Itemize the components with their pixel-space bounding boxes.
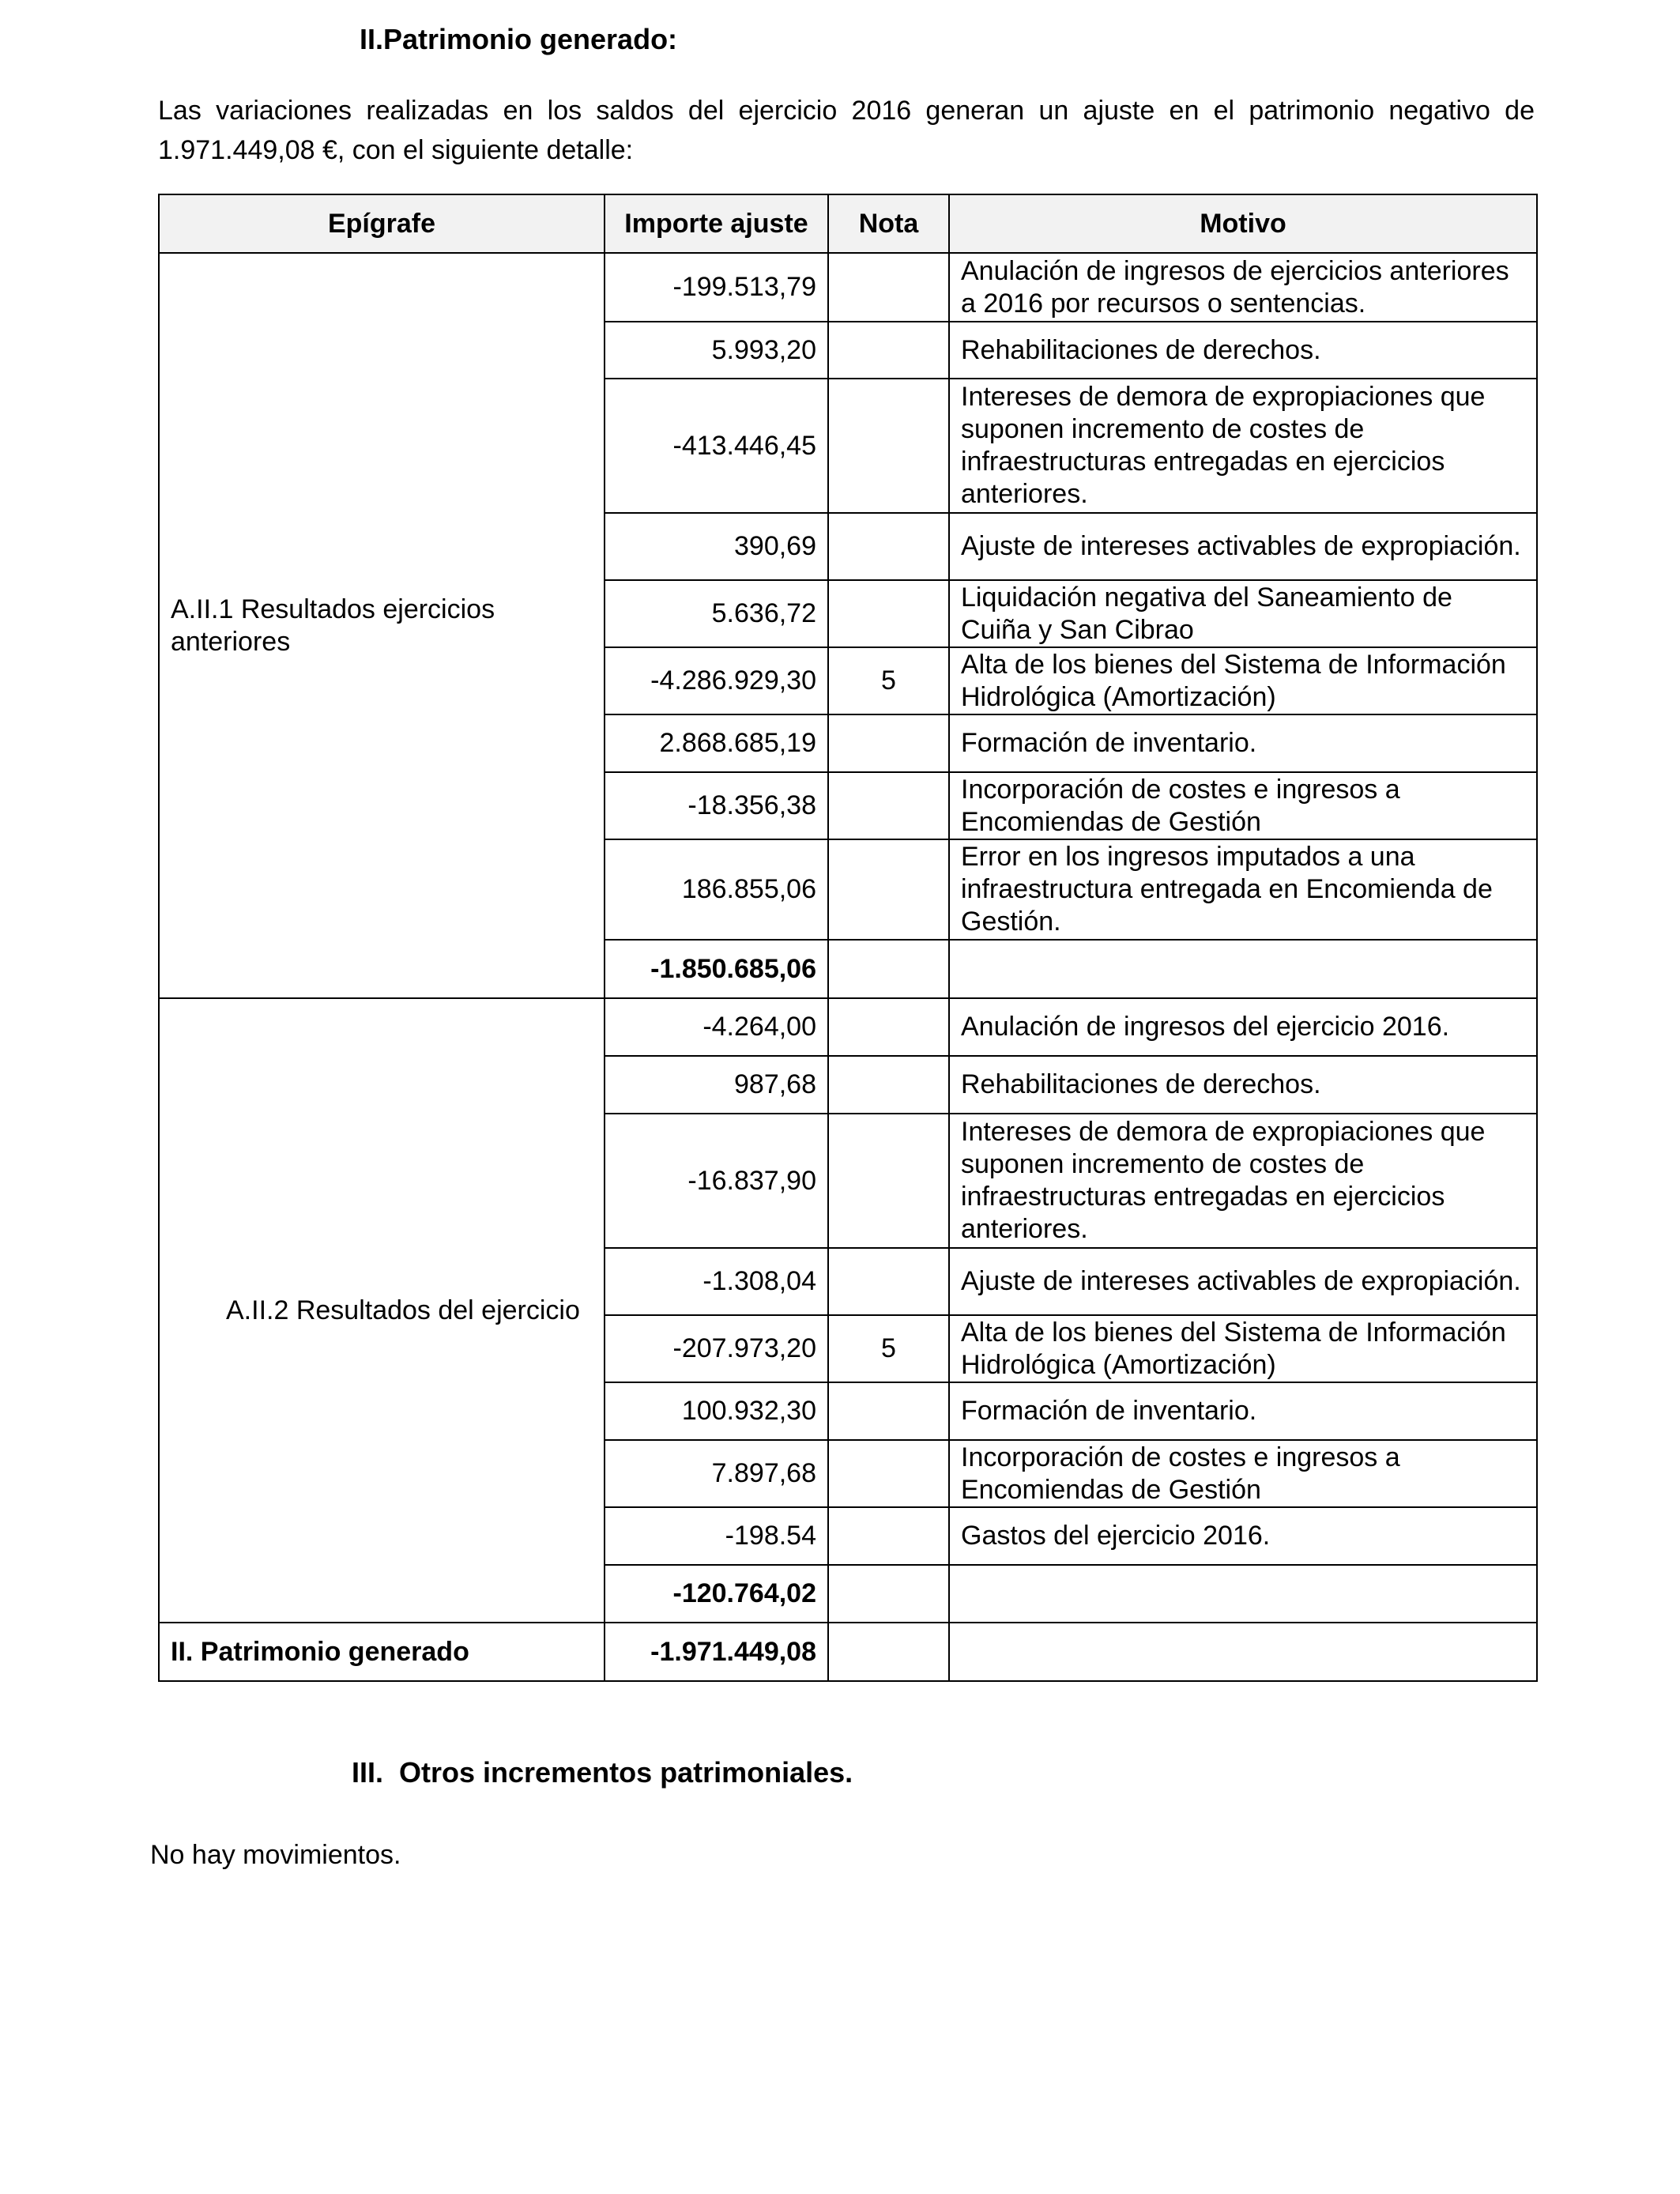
importe-cell: 5.993,20 xyxy=(605,322,828,379)
group1-subtotal: -1.850.685,06 xyxy=(605,940,828,998)
motivo-cell: Formación de inventario. xyxy=(949,714,1537,772)
total-row xyxy=(159,1623,1537,1681)
section-title-patrimonio-generado: II.Patrimonio generado: xyxy=(360,23,678,55)
total-importe: -1.971.449,08 xyxy=(605,1623,828,1681)
nota-cell: 5 xyxy=(828,1315,949,1382)
importe-cell: 390,69 xyxy=(605,513,828,580)
motivo-cell: Alta de los bienes del Sistema de Información Hidrológica (Amortización) xyxy=(949,1315,1537,1382)
table-row xyxy=(159,998,1537,1056)
importe-cell: -207.973,20 xyxy=(605,1315,828,1382)
nota-cell xyxy=(828,1056,949,1114)
importe-cell: -4.264,00 xyxy=(605,998,828,1056)
header-epigrafe: Epígrafe xyxy=(159,194,605,253)
nota-cell xyxy=(828,1623,949,1681)
motivo-cell: Error en los ingresos imputados a una infraestructura entregada en Encomienda de Gestión. xyxy=(949,839,1537,940)
importe-cell: -16.837,90 xyxy=(605,1114,828,1248)
nota-cell xyxy=(828,1565,949,1623)
importe-cell: 7.897,68 xyxy=(605,1440,828,1507)
importe-cell: -413.446,45 xyxy=(605,379,828,513)
nota-cell xyxy=(828,253,949,322)
nota-cell xyxy=(828,322,949,379)
importe-cell: -199.513,79 xyxy=(605,253,828,322)
motivo-cell: Rehabilitaciones de derechos. xyxy=(949,322,1537,379)
nota-cell xyxy=(828,1114,949,1248)
importe-cell: -18.356,38 xyxy=(605,772,828,839)
nota-cell xyxy=(828,379,949,513)
group2-subtotal: -120.764,02 xyxy=(605,1565,828,1623)
nota-cell xyxy=(828,998,949,1056)
importe-cell: 5.636,72 xyxy=(605,580,828,647)
nota-cell xyxy=(828,1382,949,1440)
adjustments-table xyxy=(158,194,1538,1682)
table-row xyxy=(159,253,1537,322)
group2-label-cell xyxy=(159,998,605,1623)
table-header-row xyxy=(159,194,1537,253)
nota-cell xyxy=(828,1440,949,1507)
motivo-cell: Liquidación negativa del Saneamiento de Cuiña y San Cibrao xyxy=(949,580,1537,647)
group2-label: A.II.2 Resultados del ejercicio xyxy=(226,1295,580,1325)
group1-label: A.II.1 Resultados ejercicios anteriores xyxy=(159,253,605,998)
motivo-cell: Anulación de ingresos de ejercicios anteriores a 2016 por recursos o sentencias. xyxy=(949,253,1537,322)
no-movements-text: No hay movimientos. xyxy=(150,1840,401,1870)
importe-cell: 100.932,30 xyxy=(605,1382,828,1440)
motivo-cell: Incorporación de costes e ingresos a Encomiendas de Gestión xyxy=(949,772,1537,839)
total-label: II. Patrimonio generado xyxy=(159,1623,605,1681)
nota-cell xyxy=(828,714,949,772)
intro-paragraph: Las variaciones realizadas en los saldos del ejercicio 2016 generan un ajuste en el patrimonio negativo de 1.971.449,08 €, con el siguiente detalle: xyxy=(158,96,1535,165)
section-title-otros-incrementos: III. Otros incrementos patrimoniales. xyxy=(352,1756,853,1789)
importe-cell: -4.286.929,30 xyxy=(605,647,828,714)
importe-cell: 2.868.685,19 xyxy=(605,714,828,772)
motivo-cell xyxy=(949,940,1537,998)
motivo-cell: Incorporación de costes e ingresos a Encomiendas de Gestión xyxy=(949,1440,1537,1507)
motivo-cell xyxy=(949,1623,1537,1681)
header-motivo: Motivo xyxy=(949,194,1537,253)
importe-cell: -198.54 xyxy=(605,1507,828,1565)
motivo-cell: Intereses de demora de expropiaciones que suponen incremento de costes de infraestructuras entregadas en ejercicios anteriores. xyxy=(949,379,1537,513)
motivo-cell: Anulación de ingresos del ejercicio 2016. xyxy=(949,998,1537,1056)
importe-cell: -1.308,04 xyxy=(605,1248,828,1315)
nota-cell xyxy=(828,1248,949,1315)
importe-cell: 186.855,06 xyxy=(605,839,828,940)
nota-cell xyxy=(828,839,949,940)
header-importe: Importe ajuste xyxy=(605,194,828,253)
motivo-cell: Formación de inventario. xyxy=(949,1382,1537,1440)
motivo-cell: Alta de los bienes del Sistema de Información Hidrológica (Amortización) xyxy=(949,647,1537,714)
motivo-cell xyxy=(949,1565,1537,1623)
nota-cell: 5 xyxy=(828,647,949,714)
motivo-cell: Rehabilitaciones de derechos. xyxy=(949,1056,1537,1114)
motivo-cell: Ajuste de intereses activables de expropiación. xyxy=(949,513,1537,580)
motivo-cell: Gastos del ejercicio 2016. xyxy=(949,1507,1537,1565)
motivo-cell: Intereses de demora de expropiaciones que suponen incremento de costes de infraestructuras entregadas en ejercicios anteriores. xyxy=(949,1114,1537,1248)
motivo-cell: Ajuste de intereses activables de expropiación. xyxy=(949,1248,1537,1315)
nota-cell xyxy=(828,772,949,839)
nota-cell xyxy=(828,1507,949,1565)
nota-cell xyxy=(828,580,949,647)
nota-cell xyxy=(828,513,949,580)
importe-cell: 987,68 xyxy=(605,1056,828,1114)
header-nota: Nota xyxy=(828,194,949,253)
nota-cell xyxy=(828,940,949,998)
